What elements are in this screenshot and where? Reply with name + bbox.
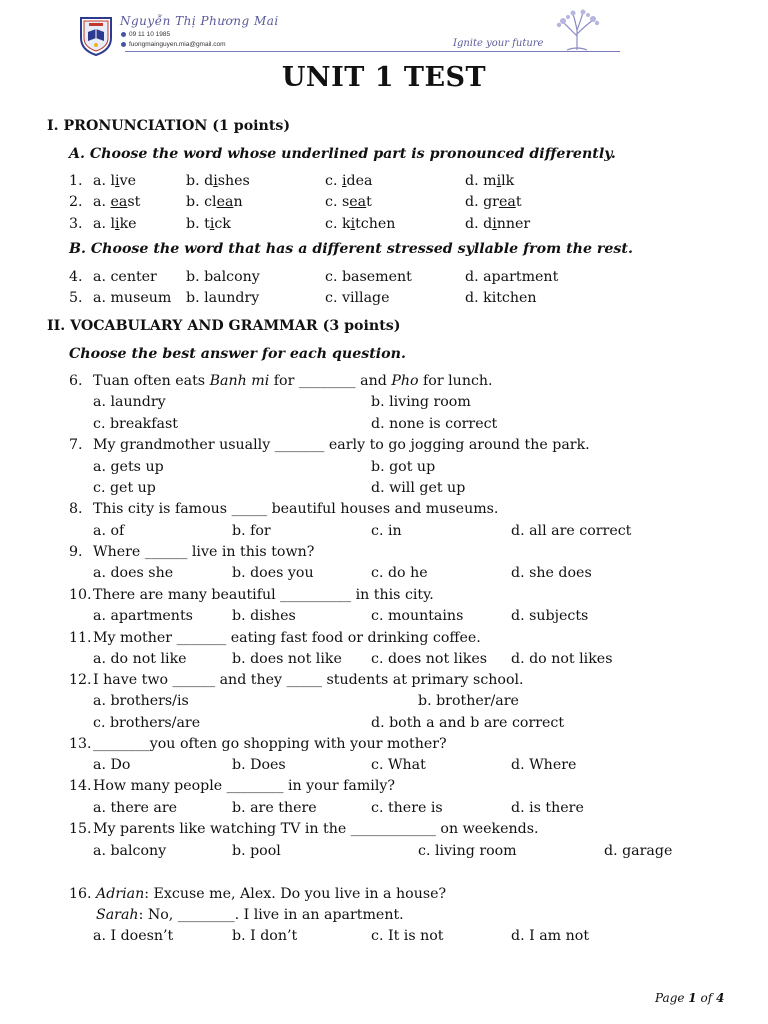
q10-option-d[interactable]: d. subjects [511,608,589,624]
q4-option-a[interactable]: a. center [93,269,157,285]
q9-option-b[interactable]: b. does you [232,565,314,581]
q2-option-a[interactable]: a. east [93,194,141,210]
q15-option-b[interactable]: b. pool [232,843,281,859]
page-label: Page [655,991,689,1005]
q4-number: 4. [69,269,83,285]
q13-option-a[interactable]: a. Do [93,757,131,773]
letterhead [0,0,768,66]
q16-number: 16. [69,886,92,902]
q11-stem: My mother _______ eating fast food or drinking coffee. [93,630,481,646]
q10-option-a[interactable]: a. apartments [93,608,193,624]
q11-number: 11. [69,630,92,646]
tree-illustration [537,8,617,52]
mail-icon [121,42,126,47]
q13-stem: ________you often go shopping with your mother? [93,736,447,752]
q8-option-d[interactable]: d. all are correct [511,523,632,539]
part-b-instruction: B. Choose the word that has a different stressed syllable from the rest. [69,241,633,257]
q1-option-a[interactable]: a. live [93,173,136,189]
q3-number: 3. [69,216,83,232]
q5-option-a[interactable]: a. museum [93,290,172,306]
q6-stem [93,372,493,390]
q6-option-c[interactable]: c. breakfast [93,416,178,432]
q9-number: 9. [69,544,83,560]
phone-icon [121,32,126,37]
q9-stem: Where ______ live in this town? [93,544,315,560]
q12-option-b[interactable]: b. brother/are [418,693,519,709]
q14-option-a[interactable]: a. there are [93,800,178,816]
q14-option-b[interactable]: b. are there [232,800,317,816]
q5-number: 5. [69,290,83,306]
q9-option-a[interactable]: a. does she [93,565,174,581]
q13-option-c[interactable]: c. What [371,757,426,773]
q16-option-b[interactable]: b. I don’t [232,928,298,944]
q15-number: 15. [69,821,92,837]
q14-option-c[interactable]: c. there is [371,800,443,816]
email-address: fuongmainguyen.mia@gmail.com [129,41,226,48]
q11-option-a[interactable]: a. do not like [93,651,187,667]
q16-speaker-2: Sarah [96,907,139,923]
q13-option-d[interactable]: d. Where [511,757,577,773]
q6-stem-italic-pho: Pho [391,373,419,389]
q8-option-a[interactable]: a. of [93,523,125,539]
q8-stem: This city is famous _____ beautiful houses and museums. [93,501,499,517]
q6-stem-italic-banhmi: Banh mi [209,373,270,389]
q14-stem: How many people ________ in your family? [93,778,395,794]
q7-option-c[interactable]: c. get up [93,480,156,496]
q15-option-c[interactable]: c. living room [418,843,517,859]
q5-option-d[interactable]: d. kitchen [465,290,537,306]
q15-option-d[interactable]: d. garage [604,843,673,859]
q3-option-a[interactable]: a. like [93,216,137,232]
section-pronunciation-heading: I. PRONUNCIATION (1 points) [47,118,291,134]
q8-option-c[interactable]: c. in [371,523,402,539]
q6-option-b[interactable]: b. living room [371,394,471,410]
test-title: UNIT 1 TEST [281,62,487,93]
q3-option-d[interactable]: d. dinner [465,216,531,232]
q12-option-c[interactable]: c. brothers/are [93,715,201,731]
q5-option-c[interactable]: c. village [325,290,390,306]
q16-dialogue-line-1 [96,885,446,903]
q12-option-a[interactable]: a. brothers/is [93,693,189,709]
q8-option-b[interactable]: b. for [232,523,271,539]
q14-option-d[interactable]: d. is there [511,800,584,816]
q16-line-2-text: : No, ________. I live in an apartment. [138,907,404,923]
current-page: 1 [688,991,697,1005]
q13-number: 13. [69,736,92,752]
q11-option-c[interactable]: c. does not likes [371,651,488,667]
q16-line-1-text: : Excuse me, Alex. Do you live in a house? [144,886,447,902]
page-number [655,991,724,1005]
page-of: of [696,991,716,1005]
q15-option-a[interactable]: a. balcony [93,843,167,859]
part-a-instruction: A. Choose the word whose underlined part is pronounced differently. [69,146,616,162]
q6-option-a[interactable]: a. laundry [93,394,166,410]
q9-option-c[interactable]: c. do he [371,565,428,581]
phone-line [121,31,170,38]
q2-option-c[interactable]: c. seat [325,194,372,210]
q14-number: 14. [69,778,92,794]
q4-option-d[interactable]: d. apartment [465,269,559,285]
email-line [121,41,226,48]
q12-stem: I have two ______ and they _____ students at primary school. [93,672,524,688]
q12-number: 12. [69,672,92,688]
q3-option-b[interactable]: b. tick [186,216,231,232]
q16-speaker-1: Adrian [96,886,145,902]
q12-option-d[interactable]: d. both a and b are correct [371,715,565,731]
q6-option-d[interactable]: d. none is correct [371,416,498,432]
q4-option-c[interactable]: c. basement [325,269,412,285]
q10-number: 10. [69,587,92,603]
q16-option-d[interactable]: d. I am not [511,928,590,944]
q7-option-d[interactable]: d. will get up [371,480,466,496]
q11-option-b[interactable]: b. does not like [232,651,342,667]
q6-stem-part: for lunch. [418,373,493,389]
q7-option-b[interactable]: b. got up [371,459,436,475]
tagline: Ignite your future [453,38,544,49]
q7-option-a[interactable]: a. gets up [93,459,164,475]
q8-number: 8. [69,501,83,517]
q6-stem-part: for ________ and [269,373,392,389]
total-pages: 4 [715,991,725,1005]
section2-instruction: Choose the best answer for each question. [69,346,406,362]
q13-option-b[interactable]: b. Does [232,757,286,773]
q16-option-c[interactable]: c. It is not [371,928,444,944]
school-crest-logo [78,14,114,56]
q15-stem: My parents like watching TV in the ____________ on weekends. [93,821,539,837]
q1-option-d[interactable]: d. milk [465,173,515,189]
author-signature: Nguyễn Thị Phương Mai [120,14,279,28]
q5-option-b[interactable]: b. laundry [186,290,260,306]
q1-number: 1. [69,173,83,189]
q2-option-b[interactable]: b. clean [186,194,243,210]
q10-option-b[interactable]: b. dishes [232,608,296,624]
q2-option-d[interactable]: d. great [465,194,522,210]
q10-option-c[interactable]: c. mountains [371,608,464,624]
q11-option-d[interactable]: d. do not likes [511,651,613,667]
q7-stem: My grandmother usually _______ early to go jogging around the park. [93,437,590,453]
q3-option-c[interactable]: c. kitchen [325,216,396,232]
q1-option-c[interactable]: c. idea [325,173,373,189]
q6-stem-part: Tuan often eats [93,373,210,389]
q4-option-b[interactable]: b. balcony [186,269,260,285]
q1-option-b[interactable]: b. dishes [186,173,250,189]
q10-stem: There are many beautiful __________ in this city. [93,587,434,603]
q9-option-d[interactable]: d. she does [511,565,592,581]
section-vocabulary-heading: II. VOCABULARY AND GRAMMAR (3 points) [47,318,401,334]
q16-option-a[interactable]: a. I doesn’t [93,928,174,944]
q7-number: 7. [69,437,83,453]
q2-number: 2. [69,194,83,210]
q16-dialogue-line-2 [96,906,404,924]
phone-number: 09 11 10 1985 [129,31,171,38]
q6-number: 6. [69,373,83,389]
